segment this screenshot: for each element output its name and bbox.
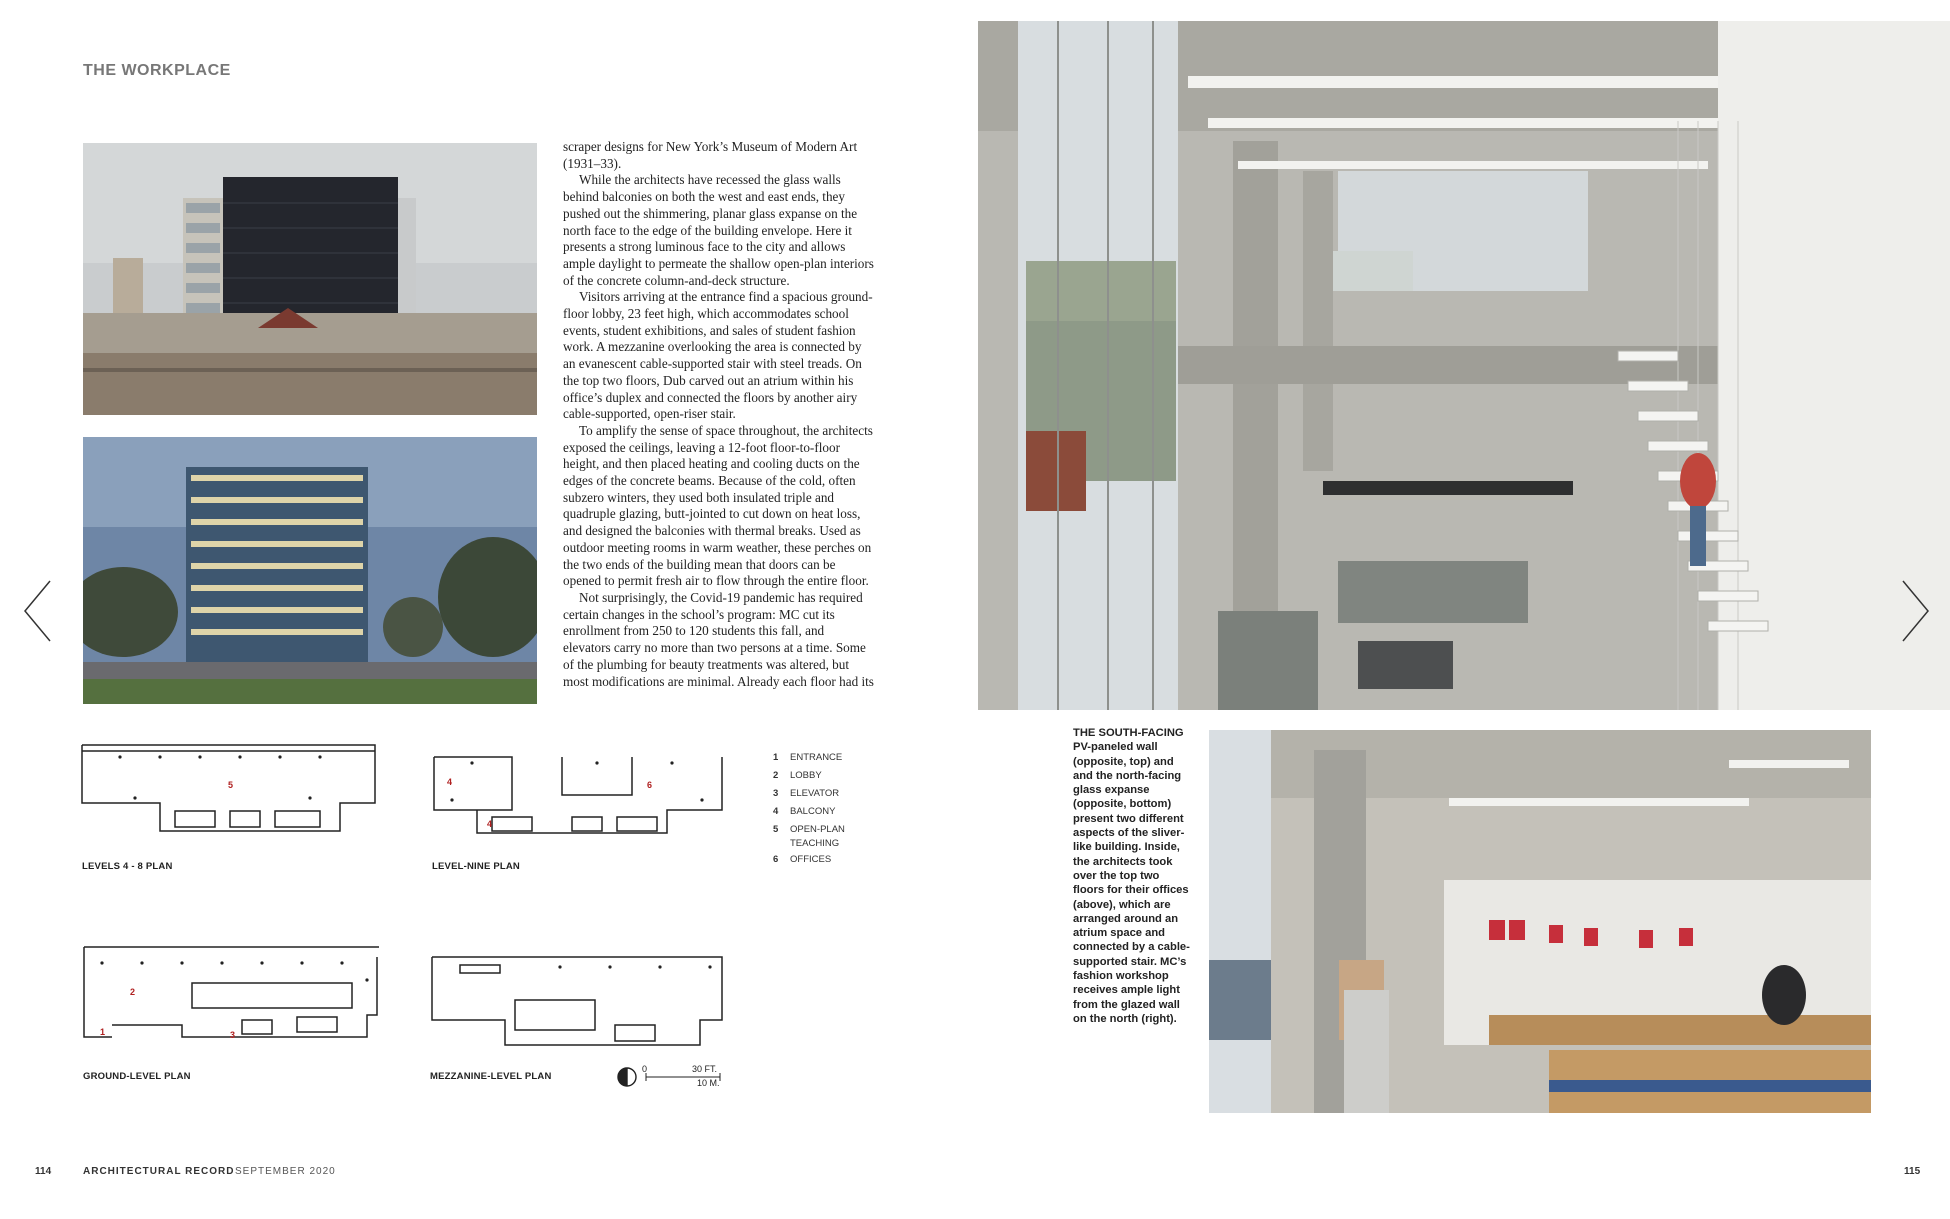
legend-label: BALCONY xyxy=(790,806,836,817)
plan-levels-4-8 xyxy=(80,743,380,838)
legend-item xyxy=(773,749,850,767)
prev-page-chevron-left-icon[interactable] xyxy=(20,576,60,646)
plan-number-1: 1 xyxy=(100,1027,106,1037)
plan-mezzanine-level xyxy=(430,955,725,1050)
legend-number: 5 xyxy=(773,824,779,835)
section-label: THE WORKPLACE xyxy=(83,62,231,79)
legend-item xyxy=(773,851,850,869)
legend-label: LOBBY xyxy=(790,770,822,781)
footer-right-page-number: 115 xyxy=(1904,1166,1921,1177)
legend-number: 6 xyxy=(773,854,779,865)
plan-number-6: 6 xyxy=(647,780,653,790)
plan-number-4: 4 xyxy=(447,777,453,787)
legend-item xyxy=(773,785,850,803)
legend-label: ENTRANCE xyxy=(790,752,843,763)
photo-fashion-workshop xyxy=(1209,730,1871,1113)
body-text xyxy=(563,139,875,703)
caption-text: PV-paneled wall (opposite, top) and and the north-facing glass expanse (opposite, bottom) present two different aspects of the sliver-like building. Inside, the architects took over the top two floors for their offices (above), which are arranged around an atrium space and connected by a cable-supported stair. MC’s fashion workshop receives ample light from the glazed wall on the north (right). xyxy=(1073,741,1190,1025)
legend-number: 3 xyxy=(773,788,779,799)
scale-feet: 30 FT. xyxy=(692,1064,718,1074)
plan-caption-ground-level: GROUND-LEVEL PLAN xyxy=(83,1071,191,1082)
legend-label: ELEVATOR xyxy=(790,788,840,799)
caption-heading: THE SOUTH-FACING xyxy=(1073,727,1184,739)
body-paragraph: scraper designs for New York’s Museum of Modern Art (1931–33). xyxy=(563,139,858,171)
plan-caption-levels-4-8: LEVELS 4 - 8 PLAN xyxy=(82,861,173,872)
plan-caption-level-nine: LEVEL-NINE PLAN xyxy=(432,861,520,872)
scale-zero: 0 xyxy=(642,1064,648,1074)
footer-left-page-number: 114 xyxy=(35,1166,52,1177)
plan-level-nine xyxy=(432,755,727,840)
legend-item xyxy=(773,821,850,851)
legend-number: 2 xyxy=(773,770,779,781)
legend-number: 1 xyxy=(773,752,779,763)
legend-label: OFFICES xyxy=(790,854,832,865)
plan-ground-level xyxy=(82,945,382,1045)
legend-item xyxy=(773,767,850,785)
body-paragraph: While the architects have recessed the glass walls behind balconies on both the west and east ends, they pushed out the shimmering, planar glass expanse on the north face to the edge of the building envelope. Here it presents a strong luminous face to the city and allows ample daylight to permeate the shallow open-plan interiors of the concrete column-and-deck structure. xyxy=(563,172,874,288)
footer-issue: SEPTEMBER 2020 xyxy=(235,1166,336,1177)
legend-number: 4 xyxy=(773,806,779,817)
north-arrow-icon xyxy=(616,1066,638,1088)
photo-north-glass xyxy=(83,437,537,704)
plan-number-5: 5 xyxy=(228,780,234,790)
scale-bar xyxy=(642,1064,727,1094)
photo-pv-wall xyxy=(83,143,537,415)
scale-meters: 10 M. xyxy=(697,1078,720,1088)
footer-publication: ARCHITECTURAL RECORD xyxy=(83,1166,235,1177)
body-paragraph: To amplify the sense of space throughout, the architects exposed the ceilings, leaving a 12-foot floor-to-floor height, and then placed heating and cooling ducts on the edges of the concrete beams. Because of the cold, often subzero winters, they used both insulated triple and quadruple glazing, butt-jointed to cut down on heat loss, and designed the balconies with thermal breaks. Used as outdoor meeting rooms in warm weather, these perches on the two ends of the building mean that doors can be opened to permit fresh air to flow through the entire floor. xyxy=(563,422,873,589)
plan-number-4: 4 xyxy=(487,819,493,829)
plan-number-3: 3 xyxy=(230,1030,236,1040)
body-paragraph: Not surprisingly, the Covid-19 pandemic has required certain changes in the school’s program: MC cut its enrollment from 250 to 120 students this fall, and elevators carry no more than two persons at a time. Some of the plumbing for beauty treatments was altered, but most modifications are minimal. Already each floor had its xyxy=(563,589,874,689)
legend-label: OPEN-PLAN TEACHING xyxy=(790,824,845,849)
legend-item xyxy=(773,803,850,821)
next-page-chevron-right-icon[interactable] xyxy=(1895,576,1935,646)
photo-caption xyxy=(1073,726,1191,1026)
body-paragraph: Visitors arriving at the entrance find a spacious ground-floor lobby, 23 feet high, which accommodates school events, student exhibitions, and sales of student fashion work. A mezzanine overlooking the area is connected by an evanescent cable-supported stair with steel treads. On the top two floors, Dub carved out an atrium within his office’s duplex and connected the floors by another airy cable-supported, open-riser stair. xyxy=(563,289,873,422)
plan-number-2: 2 xyxy=(130,987,136,997)
photo-office-atrium xyxy=(978,21,1950,710)
plan-caption-mezzanine-level: MEZZANINE-LEVEL PLAN xyxy=(430,1071,552,1082)
plan-legend xyxy=(773,749,850,869)
